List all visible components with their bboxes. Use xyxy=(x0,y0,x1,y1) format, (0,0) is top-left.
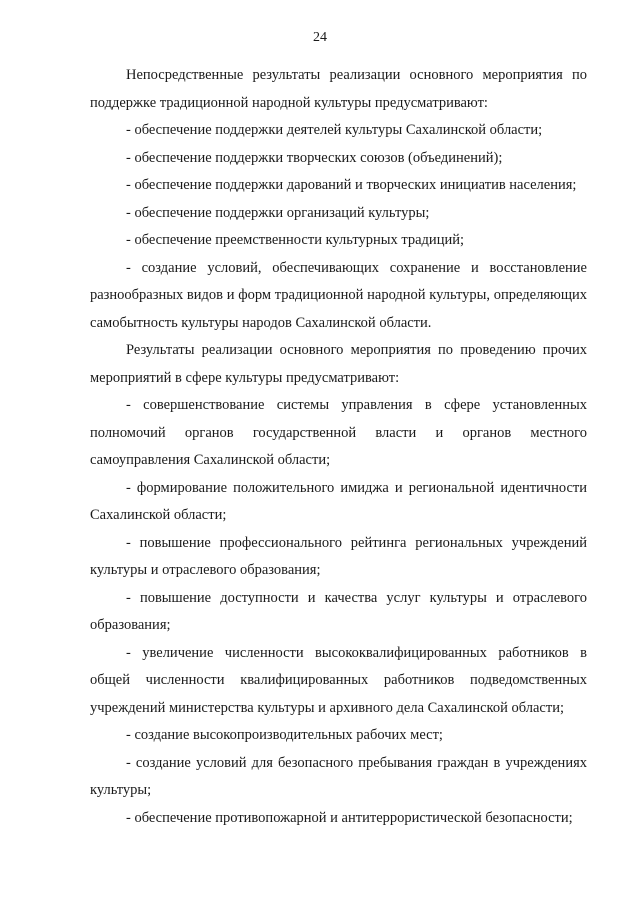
paragraph: Результаты реализации основного мероприятия по проведению прочих мероприятий в сфере культуры предусматривают: xyxy=(90,342,587,386)
list-item: - обеспечение поддержки дарований и творческих инициатив населения; xyxy=(126,177,577,193)
list-item: - обеспечение противопожарной и антитеррористической безопасности; xyxy=(126,809,573,826)
list-item: - создание условий для безопасного пребывания граждан в учреждениях культуры; xyxy=(90,754,587,798)
list-item: - обеспечение поддержки организаций культуры; xyxy=(126,204,430,221)
list-item: - повышение профессионального рейтинга региональных учреждений культуры и отраслевого образования; xyxy=(90,534,587,578)
document-body xyxy=(90,62,587,832)
page-number: 24 xyxy=(313,30,327,45)
list-item: - обеспечение преемственности культурных традиций; xyxy=(126,232,464,248)
list-item: - увеличение численности высококвалифицированных работников в общей численности квалифицированных работников подведомственных учреждений министерства культуры и архивного дела Сахалинской области; xyxy=(90,644,587,716)
list-item: - создание условий, обеспечивающих сохранение и восстановление разнообразных видов и форм традиционной народной культуры, определяющих самобытность культуры народов Сахалинской области. xyxy=(90,259,587,331)
list-item: - формирование положительного имиджа и региональной идентичности Сахалинской области; xyxy=(90,479,587,523)
list-item: - обеспечение поддержки деятелей культуры Сахалинской области; xyxy=(126,122,543,138)
paragraph: Непосредственные результаты реализации основного мероприятия по поддержке традиционной народной культуры предусматривают: xyxy=(90,67,587,111)
list-item: - повышение доступности и качества услуг культуры и отраслевого образования; xyxy=(90,589,587,633)
list-item: - совершенствование системы управления в сфере установленных полномочий органов государственной власти и органов местного самоуправления Сахалинской области; xyxy=(90,397,587,468)
list-item: - создание высокопроизводительных рабочих мест; xyxy=(126,727,443,743)
list-item: - обеспечение поддержки творческих союзов (объединений); xyxy=(126,149,503,166)
